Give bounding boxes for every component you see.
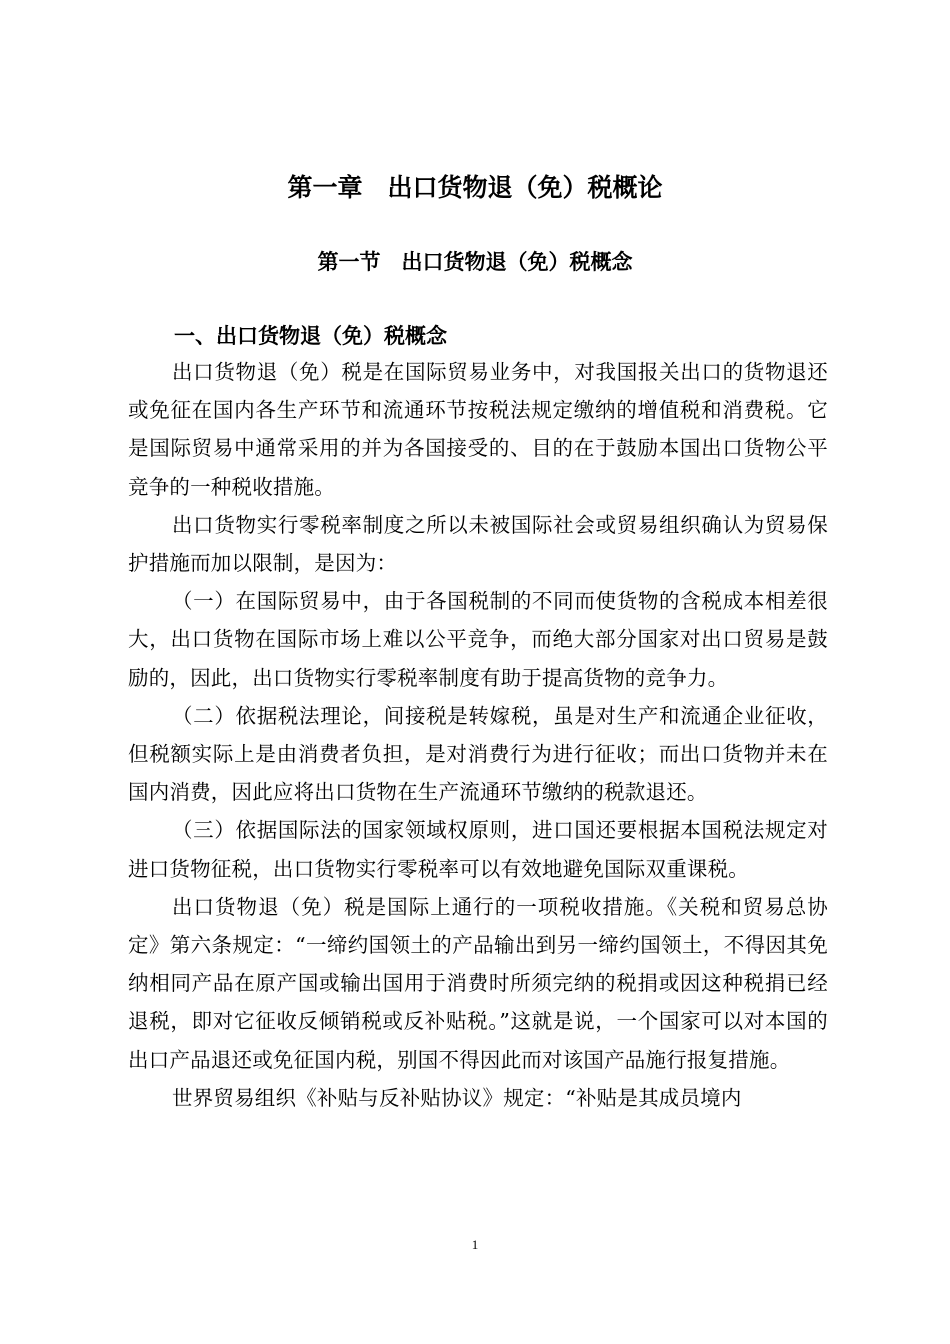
page-number: 1 xyxy=(471,1237,479,1252)
paragraph-4: （二）依据税法理论，间接税是转嫁税，虽是对生产和流通企业征收，但税额实际上是由消费者负担，是对消费行为进行征收；而出口货物并未在国内消费，因此应将出口货物在生产流通环节缴纳的税款退还。 xyxy=(128,703,828,805)
subheading: 一、出口货物退（免）税概念 xyxy=(174,324,447,348)
paragraph-7: 世界贸易组织《补贴与反补贴协议》规定：“补贴是其成员境内 xyxy=(172,1085,742,1110)
paragraph-1: 出口货物退（免）税是在国际贸易业务中，对我国报关出口的货物退还或免征在国内各生产环节和流通环节按税法规定缴纳的增值税和消费税。它是国际贸易中通常采用的并为各国接受的、目的在于鼓励本国出口货物公平竞争的一种税收措施。 xyxy=(128,360,828,499)
paragraph-2: 出口货物实行零税率制度之所以未被国际社会或贸易组织确认为贸易保护措施而加以限制，是因为： xyxy=(128,512,828,576)
body-text xyxy=(128,353,828,1117)
section-title: 第一节 出口货物退（免）税概念 xyxy=(317,250,633,274)
paragraph-5: （三）依据国际法的国家领域权原则，进口国还要根据本国税法规定对进口货物征税，出口货物实行零税率可以有效地避免国际双重课税。 xyxy=(128,818,828,881)
chapter-title: 第一章 出口货物退（免）税概论 xyxy=(287,173,663,202)
paragraph-3: （一）在国际贸易中，由于各国税制的不同而使货物的含税成本相差很大，出口货物在国际市场上难以公平竞争，而绝大部分国家对出口贸易是鼓励的，因此，出口货物实行零税率制度有助于提高货物的竞争力。 xyxy=(128,589,828,690)
paragraph-6: 出口货物退（免）税是国际上通行的一项税收措施。《关税和贸易总协定》第六条规定：“一缔约国领土的产品输出到另一缔约国领土，不得因其免纳相同产品在原产国或输出国用于消费时所须完纳的税捐或因这种税捐已经退税，即对它征收反倾销税或反补贴税。”这就是说，一个国家可以对本国的出口产品退还或免征国内税，别国不得因此而对该国产品施行报复措施。 xyxy=(128,894,828,1072)
